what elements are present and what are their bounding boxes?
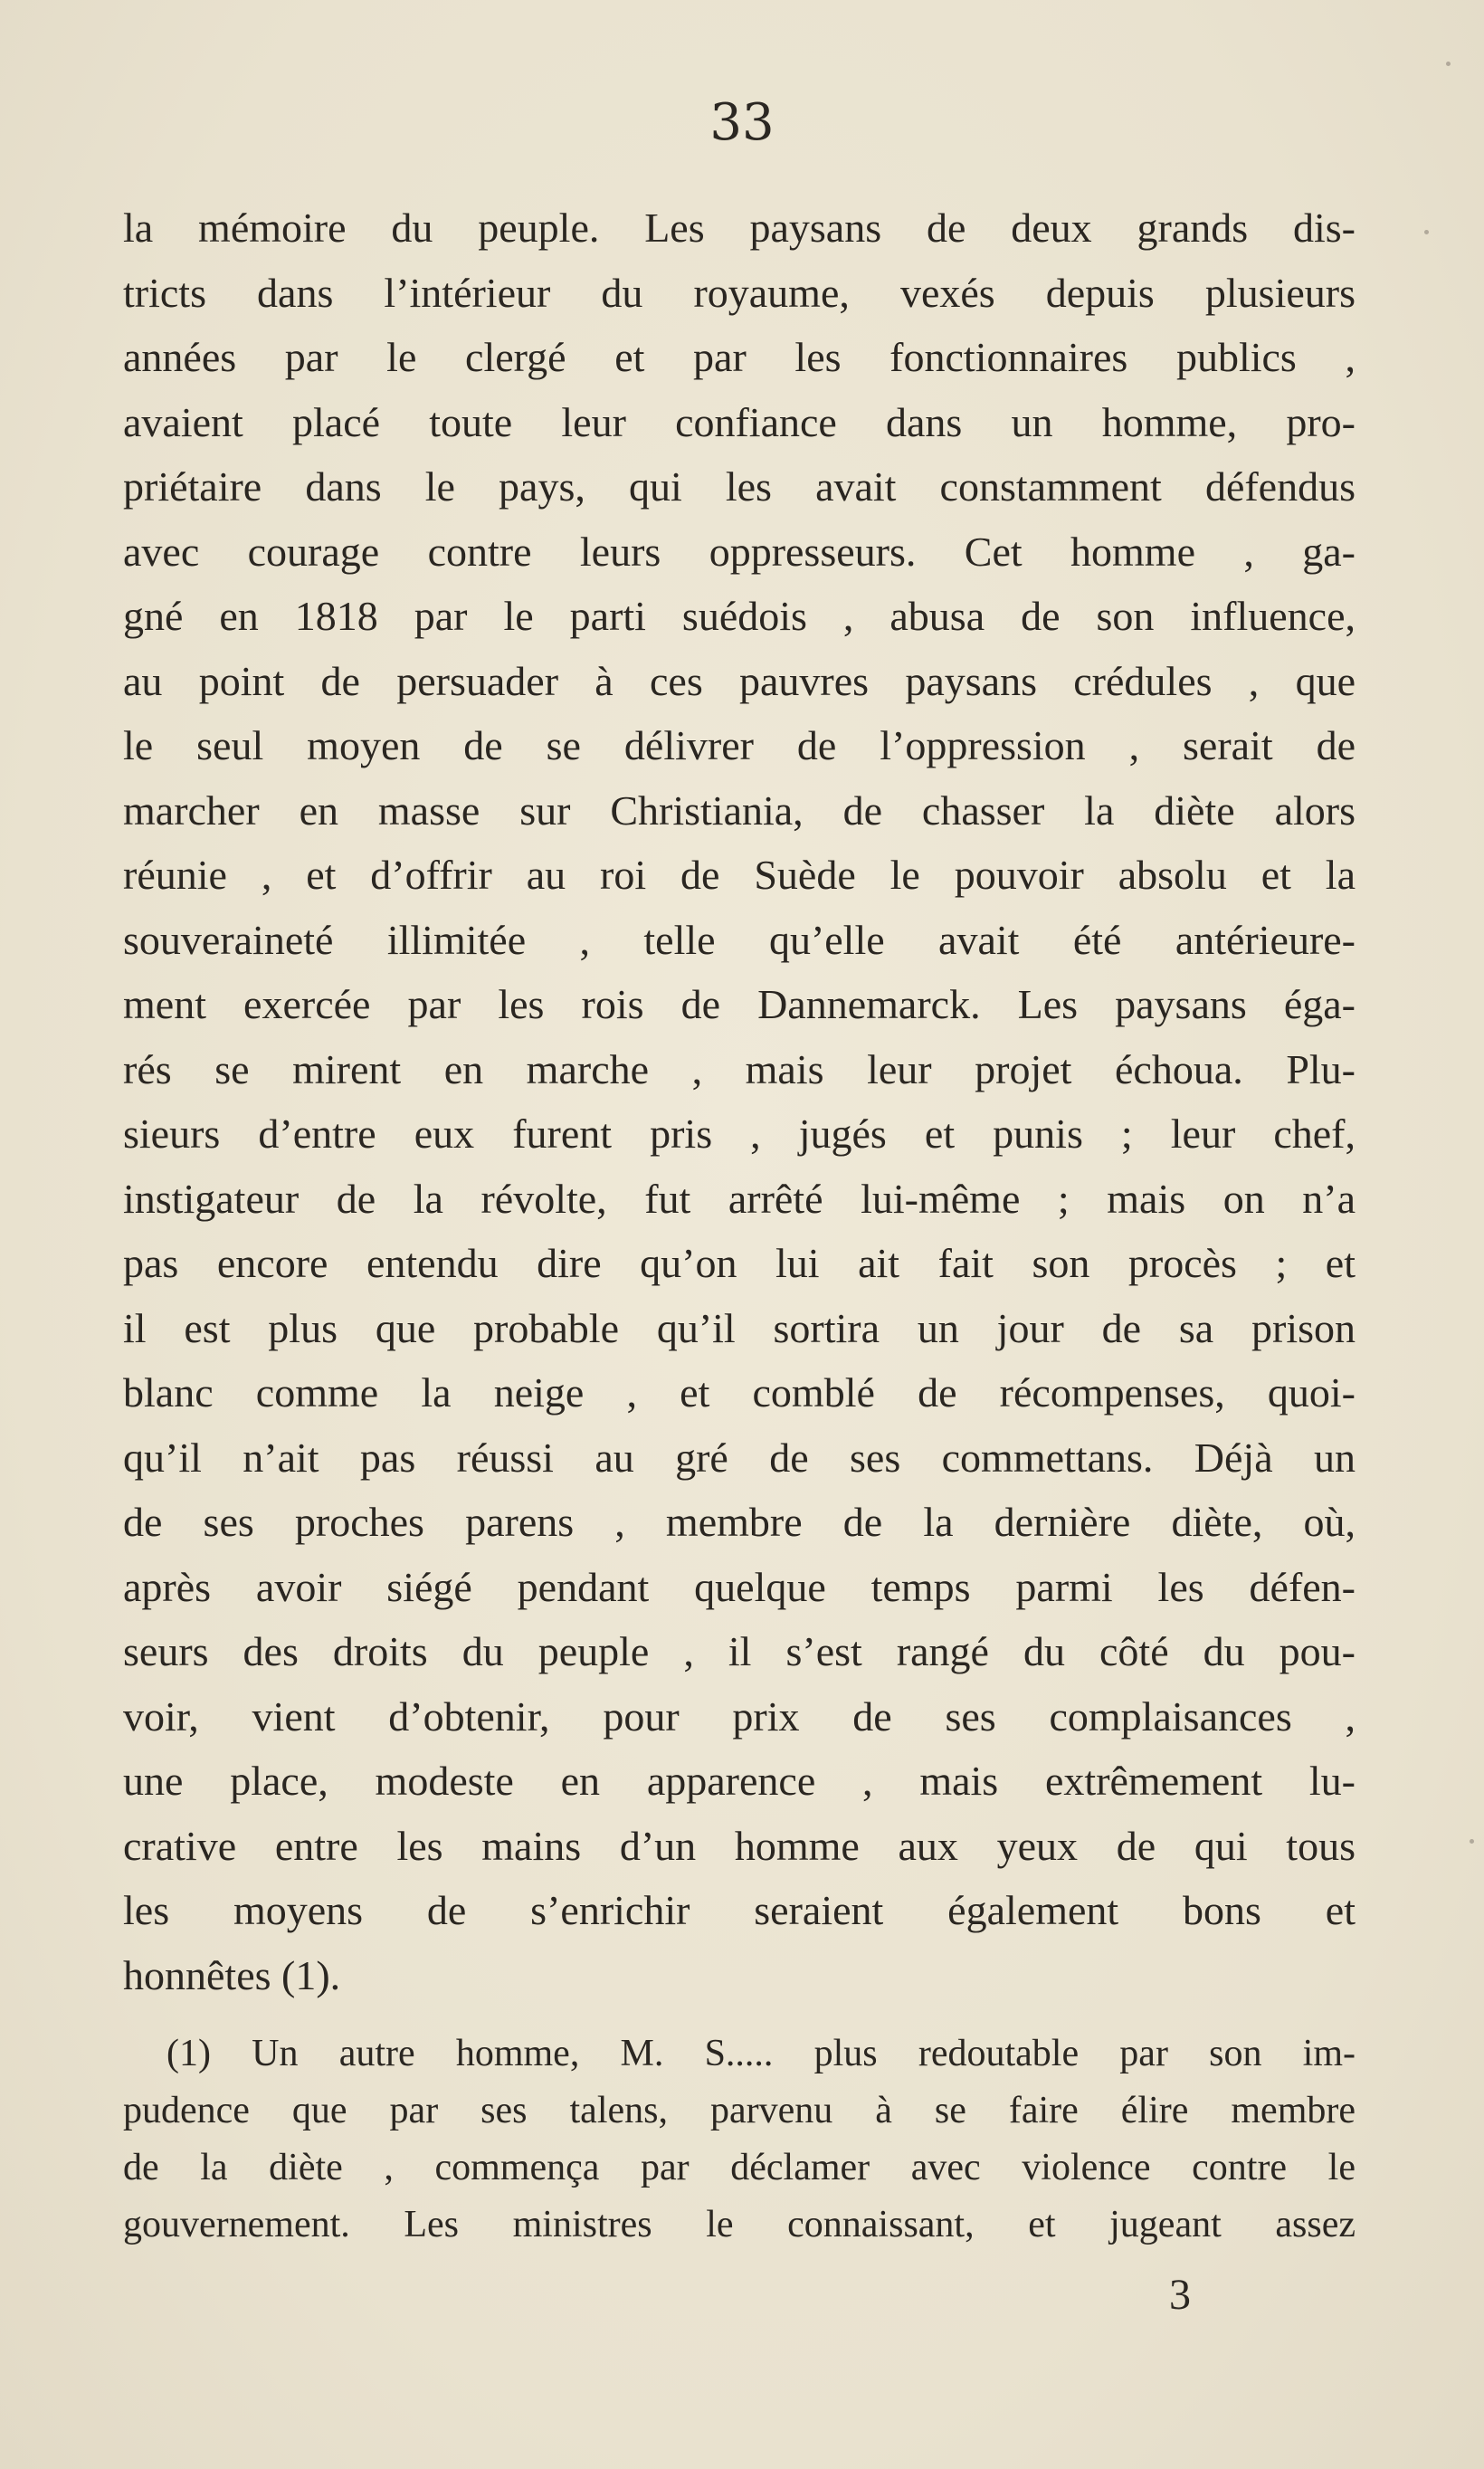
text-line: au point de persuader à ces pauvres paysans crédules , que [123, 657, 1356, 704]
text-line: une place, modeste en apparence , mais extrêmement lu- [123, 1758, 1356, 1804]
paper-speck [1446, 62, 1451, 66]
text-line: instigateur de la révolte, fut arrêté lui-même ; mais on n’a [123, 1175, 1356, 1222]
text-line: de ses proches parens , membre de la dernière diète, où, [123, 1499, 1356, 1545]
text-line: priétaire dans le pays, qui les avait constamment défendus [123, 463, 1356, 510]
text-line: après avoir siégé pendant quelque temps parmi les défen- [123, 1563, 1356, 1610]
text-line: voir, vient d’obtenir, pour prix de ses complaisances , [123, 1692, 1356, 1740]
text-line: marcher en masse sur Christiania, de chasser la diète alors [123, 786, 1356, 834]
signature-mark: 3 [1169, 2271, 1191, 2319]
footnote-line: pudence que par ses talens, parvenu à se faire élire membre [123, 2090, 1356, 2131]
text-line: honnêtes (1). [123, 1951, 341, 1998]
paper-speck [1424, 230, 1429, 234]
text-line: gné en 1818 par le parti suédois , abusa de son influence, [123, 593, 1356, 639]
text-line: années par le clergé et par les fonctionnaires publics , [123, 334, 1356, 380]
text-line: la mémoire du peuple. Les paysans de deux grands dis- [123, 205, 1356, 251]
footnote-line: (1) Un autre homme, M. S..... plus redoutable par son im- [166, 2033, 1356, 2074]
text-line: ment exercée par les rois de Dannemarck. Les paysans éga- [123, 981, 1356, 1027]
text-line: pas encore entendu dire qu’on lui ait fait son procès ; et [123, 1240, 1356, 1286]
text-line: seurs des droits du peuple , il s’est rangé du côté du pou- [123, 1628, 1356, 1674]
text-line: avaient placé toute leur confiance dans un homme, pro- [123, 398, 1356, 445]
text-line: tricts dans l’intérieur du royaume, vexés depuis plusieurs [123, 269, 1356, 316]
text-line: sieurs d’entre eux furent pris , jugés et punis ; leur chef, [123, 1111, 1356, 1157]
text-line: réunie , et d’offrir au roi de Suède le pouvoir absolu et la [123, 852, 1356, 898]
main-text [123, 195, 1356, 2007]
text-line: qu’il n’ait pas réussi au gré de ses commettans. Déjà un [123, 1434, 1356, 1481]
text-line: les moyens de s’enrichir seraient également bons et [123, 1887, 1356, 1933]
text-line: rés se mirent en marche , mais leur projet échoua. Plu- [123, 1045, 1356, 1092]
text-line: le seul moyen de se délivrer de l’oppression , serait de [123, 722, 1356, 768]
text-line: souveraineté illimitée , telle qu’elle avait été antérieure- [123, 916, 1356, 963]
text-line: il est plus que probable qu’il sortira un jour de sa prison [123, 1304, 1356, 1351]
paper-speck [1470, 1839, 1474, 1844]
text-line: blanc comme la neige , et comblé de récompenses, quoi- [123, 1369, 1356, 1416]
page-number: 33 [709, 93, 775, 152]
text-line: avec courage contre leurs oppresseurs. Cet homme , ga- [123, 528, 1356, 575]
footnote [123, 2026, 1356, 2254]
footnote-line: de la diète , commença par déclamer avec violence contre le [123, 2147, 1356, 2188]
footnote-line: gouvernement. Les ministres le connaissant, et jugeant assez [123, 2204, 1356, 2245]
text-line: crative entre les mains d’un homme aux yeux de qui tous [123, 1822, 1356, 1869]
